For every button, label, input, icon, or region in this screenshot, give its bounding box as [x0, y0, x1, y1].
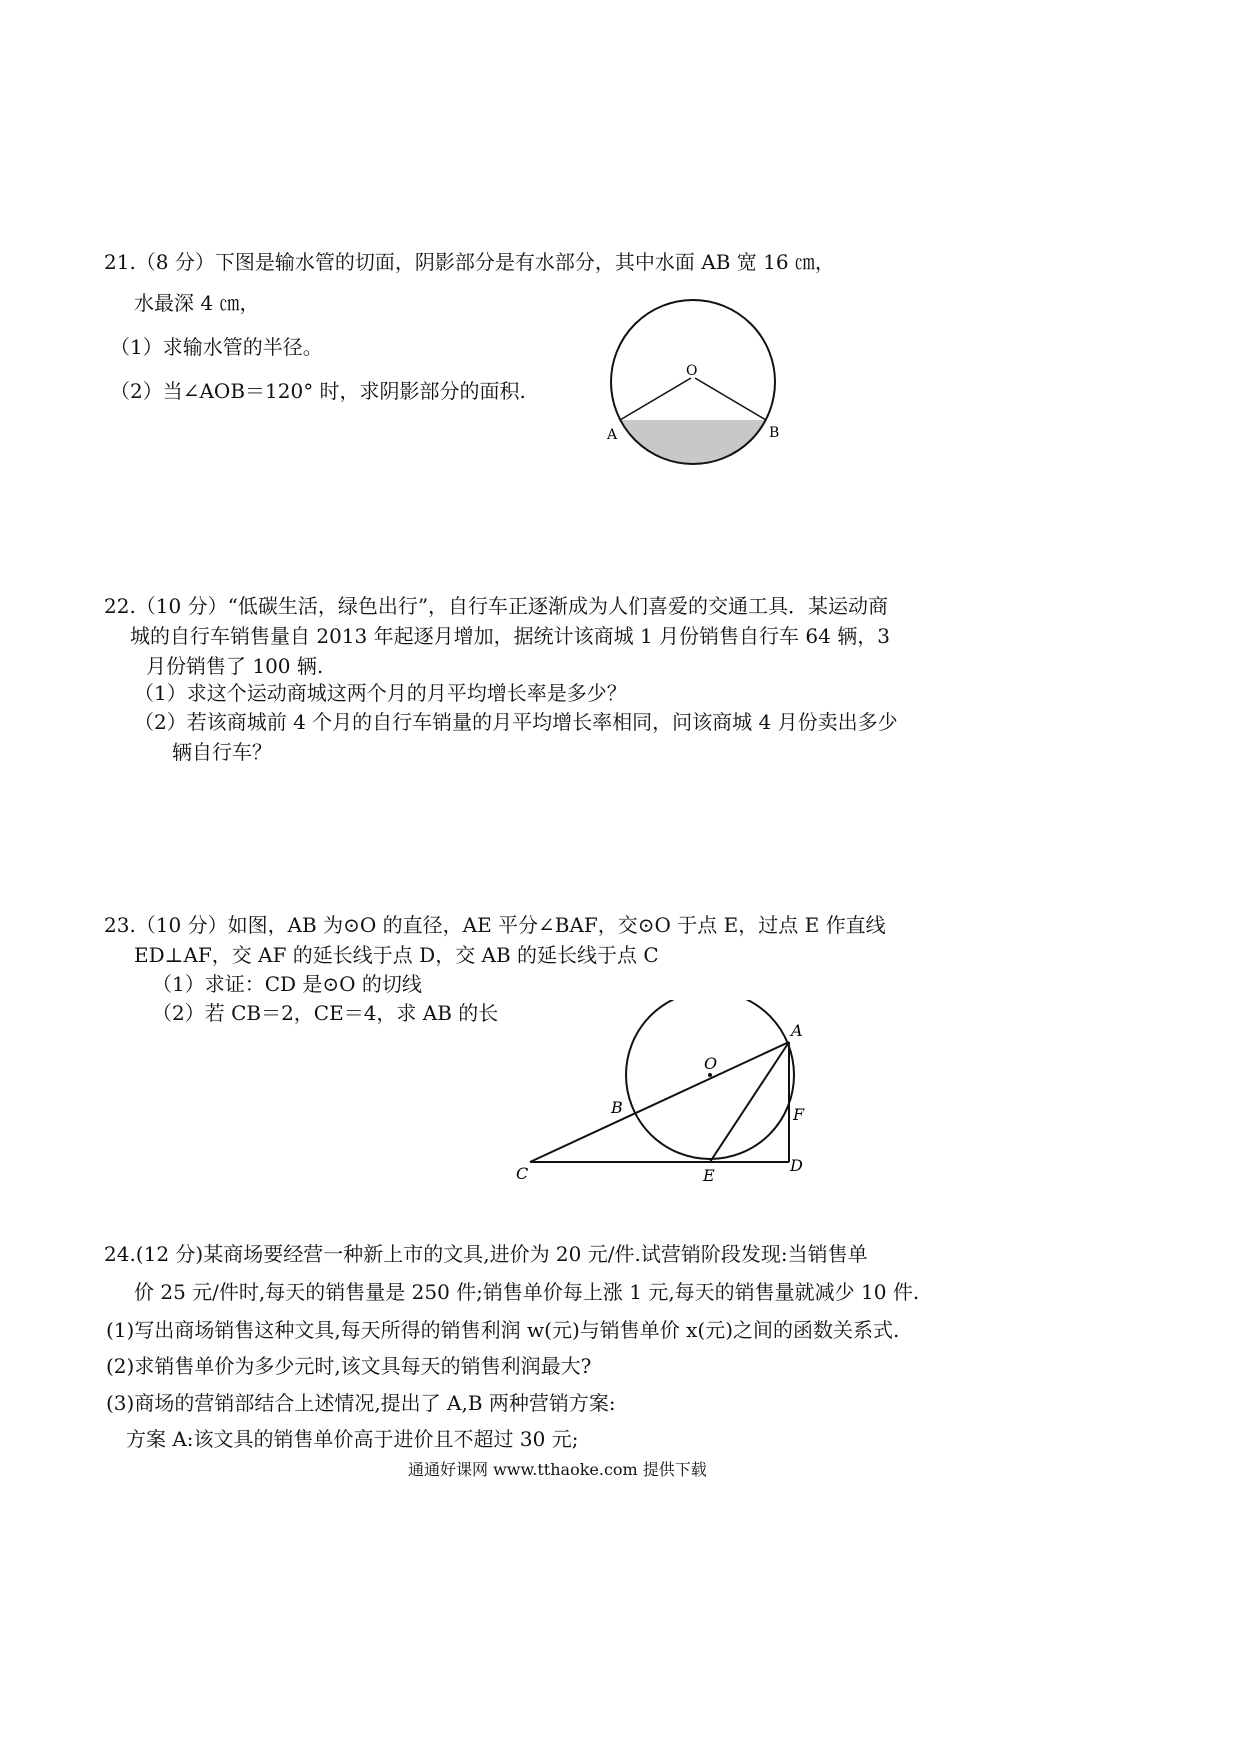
footer-source: 通通好课网 www.tthaoke.com 提供下载 [408, 1460, 707, 1479]
q21-line1: 21.（8 分）下图是输水管的切面，阴影部分是有水部分，其中水面 AB 宽 16 ㎝， [104, 250, 835, 274]
label-e: E [703, 1166, 715, 1185]
q22-part2b: 辆自行车？ [172, 740, 272, 764]
q23-part1: （1）求证：CD 是⊙O 的切线 [152, 972, 422, 996]
label-b: B [611, 1098, 623, 1117]
label-a: A [791, 1021, 803, 1040]
q24-line2: 价 25 元/件时,每天的销售量是 250 件;销售单价每上涨 1 元,每天的销售量就减少 10 件. [134, 1280, 920, 1304]
label-a: A [607, 427, 618, 443]
q22-line3: 月份销售了 100 辆. [146, 654, 324, 678]
radius-ob [695, 378, 766, 420]
label-c: C [516, 1164, 529, 1183]
q24-part1: (1)写出商场销售这种文具,每天所得的销售利润 w(元)与销售单价 x(元)之间的函数关系式. [106, 1318, 900, 1342]
q23-part2: （2）若 CB＝2，CE＝4，求 AB 的长 [152, 1001, 499, 1025]
q21-figure [595, 283, 795, 483]
q24-plan-a: 方案 A:该文具的销售单价高于进价且不超过 30 元; [126, 1427, 579, 1451]
radius-oa [620, 378, 691, 420]
label-d: D [790, 1156, 803, 1175]
q24-line1: 24.(12 分)某商场要经营一种新上市的文具,进价为 20 元/件.试营销阶段发现:当销售单 [104, 1242, 868, 1266]
label-b: B [769, 425, 780, 441]
q23-line2: ED⊥AF，交 AF 的延长线于点 D，交 AB 的延长线于点 C [134, 943, 659, 967]
q22-part2a: （2）若该商城前 4 个月的自行车销量的月平均增长率相同，问该商城 4 月份卖出多少 [134, 710, 898, 734]
q23-figure [510, 1000, 840, 1200]
water-segment [620, 420, 766, 465]
q21-part1: （1）求输水管的半径。 [110, 335, 323, 359]
label-o: O [704, 1054, 718, 1073]
label-o: O [686, 363, 698, 379]
q21-part2: （2）当∠AOB＝120° 时，求阴影部分的面积. [110, 379, 526, 403]
q22-line2: 城的自行车销售量自 2013 年起逐月增加，据统计该商城 1 月份销售自行车 64 辆，3 [130, 624, 890, 648]
label-f: F [793, 1105, 805, 1124]
q21-line2: 水最深 4 ㎝， [134, 291, 260, 315]
q24-part2: (2)求销售单价为多少元时,该文具每天的销售利润最大? [106, 1354, 592, 1378]
q24-part3: (3)商场的营销部结合上述情况,提出了 A,B 两种营销方案: [106, 1391, 616, 1415]
center-dot [708, 1073, 712, 1077]
q22-part1: （1）求这个运动商城这两个月的月平均增长率是多少？ [134, 681, 627, 705]
q22-line1: 22.（10 分）“低碳生活，绿色出行”，自行车正逐渐成为人们喜爱的交通工具．某运动商 [104, 594, 889, 618]
q23-line1: 23.（10 分）如图，AB 为⊙O 的直径，AE 平分∠BAF，交⊙O 于点 E，过点 E 作直线 [104, 913, 886, 937]
